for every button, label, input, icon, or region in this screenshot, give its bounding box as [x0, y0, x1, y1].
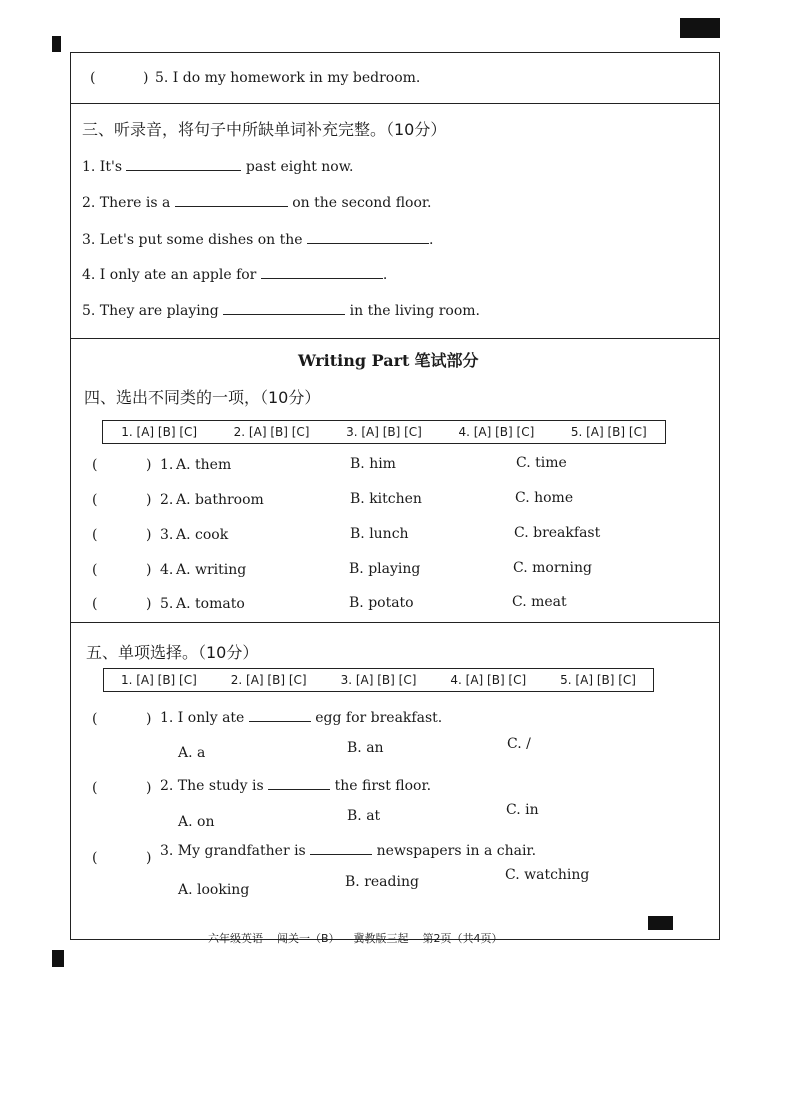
section5-heading: 五、单项选择。（10分） — [86, 643, 259, 662]
answer-paren-open[interactable]: ( — [92, 850, 98, 866]
item-number: 5. — [160, 596, 174, 612]
answer-paren-close: ) — [146, 492, 152, 508]
option-b: B. him — [350, 456, 396, 472]
option-b: B. at — [347, 808, 381, 824]
answer-option-3[interactable]: 3. [A] [B] [C] — [340, 673, 417, 687]
option-a: A. cook — [176, 527, 229, 543]
section4-answer-grid — [102, 420, 666, 444]
section-divider — [70, 103, 720, 104]
answer-option-1[interactable]: 1. [A] [B] [C] — [121, 425, 198, 439]
section-divider — [70, 622, 720, 623]
fill-blank[interactable] — [249, 709, 311, 722]
registration-mark-top-left — [52, 36, 61, 52]
footer-grade: 六年级英语 — [208, 932, 263, 945]
option-c: C. time — [516, 455, 567, 471]
answer-paren-open[interactable]: ( — [92, 780, 98, 796]
section4-heading: 四、选出不同类的一项，（10分） — [84, 388, 321, 407]
answer-option-4[interactable]: 4. [A] [B] [C] — [450, 673, 527, 687]
section3-item-4: 4. I only ate an apple for . — [82, 267, 388, 283]
option-c: C. / — [507, 736, 531, 752]
section-divider — [70, 338, 720, 339]
option-b: B. reading — [345, 874, 419, 890]
writing-part-title: Writing Part 笔试部分 — [298, 351, 479, 370]
option-a: A. writing — [176, 562, 247, 578]
registration-mark-top-right — [680, 18, 720, 38]
option-b: B. potato — [349, 595, 414, 611]
option-b: B. kitchen — [350, 491, 422, 507]
option-a: A. a — [178, 745, 206, 761]
answer-option-5[interactable]: 5. [A] [B] [C] — [560, 673, 636, 687]
section5-answer-grid — [103, 668, 654, 692]
answer-paren-open[interactable]: ( — [92, 527, 98, 543]
question-stem: 1. I only ate egg for breakfast. — [160, 710, 443, 726]
top-item-text: 5. I do my homework in my bedroom. — [155, 70, 421, 86]
question-stem: 3. My grandfather is newspapers in a chair. — [160, 843, 537, 859]
answer-paren-close: ) — [146, 850, 152, 866]
answer-option-3[interactable]: 3. [A] [B] [C] — [346, 425, 422, 439]
item-number: 3. — [160, 527, 174, 543]
fill-blank[interactable] — [310, 842, 372, 855]
answer-option-1[interactable]: 1. [A] [B] [C] — [120, 673, 197, 687]
registration-mark-bottom-left — [52, 950, 64, 967]
footer-edition: 冀教版三起 — [353, 932, 409, 945]
answer-paren-close: ) — [146, 457, 152, 473]
item-number: 1. — [160, 457, 174, 473]
answer-option-5[interactable]: 5. [A] [B] [C] — [570, 425, 647, 439]
option-c: C. morning — [513, 560, 592, 576]
option-c: C. home — [515, 490, 574, 506]
answer-paren-open: ( — [90, 70, 96, 86]
section3-item-3: 3. Let's put some dishes on the . — [82, 232, 434, 248]
answer-paren-close: ) — [146, 711, 152, 727]
fill-blank[interactable] — [307, 231, 429, 244]
answer-option-2[interactable]: 2. [A] [B] [C] — [233, 425, 310, 439]
option-a: A. them — [176, 457, 232, 473]
option-c: C. breakfast — [514, 525, 601, 541]
fill-blank[interactable] — [261, 266, 383, 279]
answer-paren-close: ) — [146, 527, 152, 543]
section3-item-2: 2. There is a on the second floor. — [82, 195, 432, 211]
footer-page-number: 第2页（共4页） — [422, 932, 503, 945]
answer-paren-close: ) — [146, 780, 152, 796]
fill-blank[interactable] — [126, 158, 241, 171]
item-number: 2. — [160, 492, 174, 508]
answer-paren-open[interactable]: ( — [92, 711, 98, 727]
option-b: B. an — [347, 740, 384, 756]
section3-heading: 三、听录音，将句子中所缺单词补充完整。（10分） — [82, 120, 447, 139]
option-c: C. watching — [505, 867, 590, 883]
option-a: A. bathroom — [176, 492, 264, 508]
option-b: B. playing — [349, 561, 421, 577]
option-c: C. meat — [512, 594, 567, 610]
section3-item-1: 1. It's past eight now. — [82, 159, 354, 175]
answer-paren-open[interactable]: ( — [92, 596, 98, 612]
answer-paren-open[interactable]: ( — [92, 457, 98, 473]
option-a: A. on — [178, 814, 215, 830]
fill-blank[interactable] — [223, 302, 345, 315]
answer-paren-open[interactable]: ( — [92, 562, 98, 578]
option-c: C. in — [506, 802, 539, 818]
answer-option-2[interactable]: 2. [A] [B] [C] — [230, 673, 307, 687]
answer-paren-open[interactable]: ( — [92, 492, 98, 508]
option-a: A. looking — [178, 882, 250, 898]
section3-item-5: 5. They are playing in the living room. — [82, 303, 481, 319]
answer-paren-close: ) — [146, 596, 152, 612]
footer-unit: 闯关一（B） — [277, 932, 340, 945]
answer-paren-close: ) — [143, 70, 149, 86]
answer-option-4[interactable]: 4. [A] [B] [C] — [458, 425, 535, 439]
question-stem: 2. The study is the first floor. — [160, 778, 432, 794]
fill-blank[interactable] — [268, 777, 330, 790]
option-a: A. tomato — [176, 596, 245, 612]
option-b: B. lunch — [350, 526, 409, 542]
item-number: 4. — [160, 562, 174, 578]
fill-blank[interactable] — [175, 194, 288, 207]
page-footer — [208, 930, 503, 946]
answer-paren-close: ) — [146, 562, 152, 578]
